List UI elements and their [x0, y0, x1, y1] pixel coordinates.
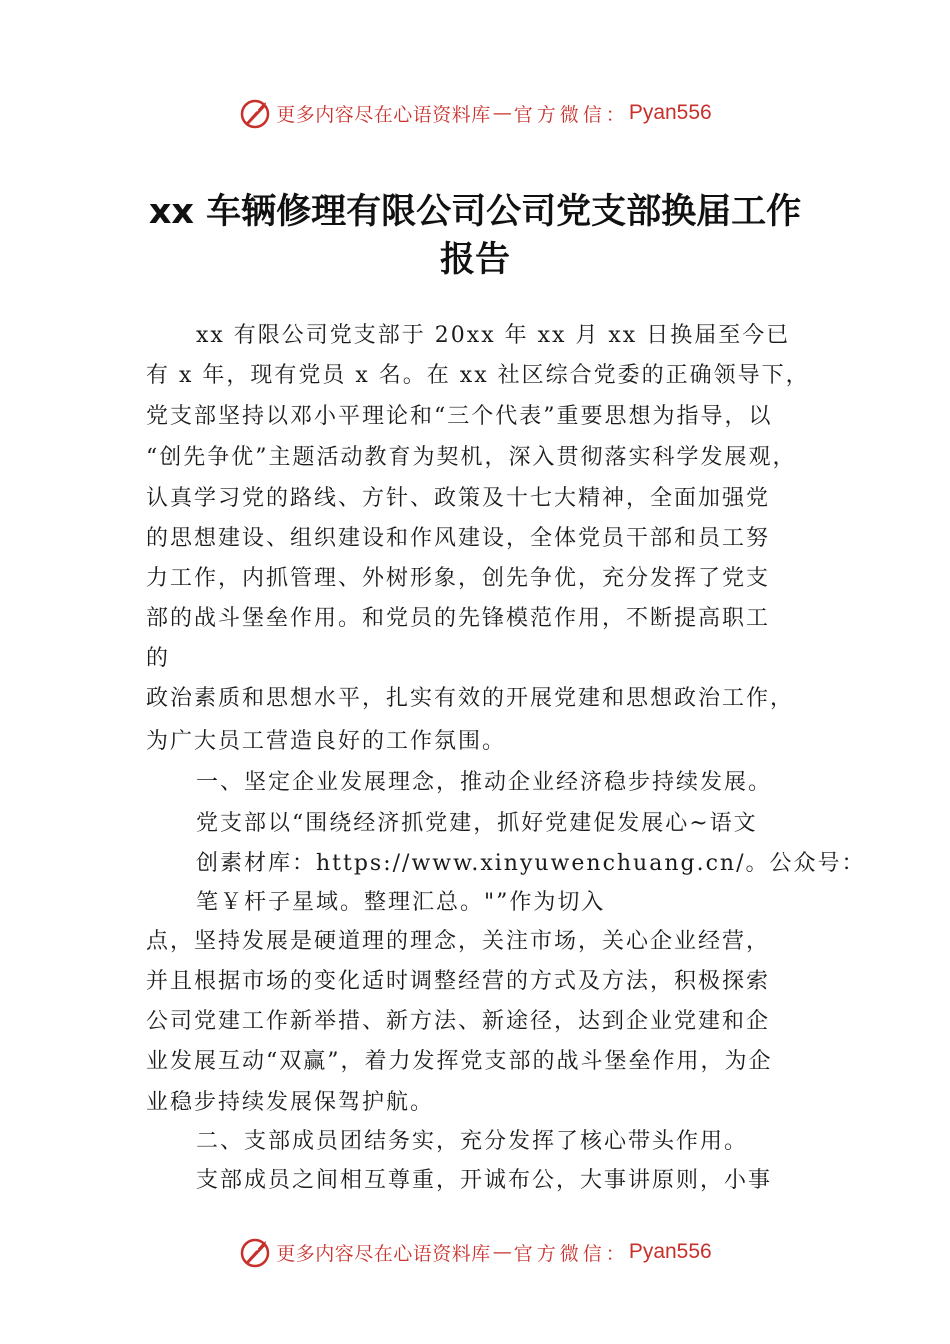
section-heading: 一、坚定企业发展理念，推动企业经济稳步持续发展。 [196, 770, 773, 795]
body-line: 支部成员之间相互尊重，开诚布公，大事讲原则，小事 [196, 1168, 773, 1193]
header-banner [0, 93, 950, 133]
body-line: 的思想建设、组织建设和作风建设，全体党员干部和员工努 [146, 526, 771, 551]
banner-dash: — [492, 102, 512, 124]
body-line: 党支部以“围绕经济抓党建，抓好党建促发展心~语文 [196, 811, 758, 836]
body-line: 公司党建工作新举措、新方法、新途径，达到企业党建和企 [146, 1009, 771, 1034]
banner-wechat-id: Pyan556 [628, 1240, 712, 1263]
body-line: 业稳步持续发展保驾护航。 [146, 1090, 435, 1115]
body-line: 部的战斗堡垒作用。和党员的先锋模范作用，不断提高职工 [146, 606, 771, 631]
pen-logo-icon [238, 96, 272, 130]
banner-brand: 更多内容尽在心语资料库 [276, 1242, 491, 1265]
document-title [100, 188, 850, 284]
body-line: 力工作，内抓管理、外树形象，创先争优，充分发挥了党支 [146, 566, 771, 591]
body-line: 的 [146, 646, 171, 671]
pen-logo-icon [238, 1235, 272, 1269]
body-line: 认真学习党的路线、方针、政策及十七大精神，全面加强党 [146, 486, 771, 511]
section-heading: 二、支部成员团结务实，充分发挥了核心带头作用。 [196, 1129, 749, 1154]
banner-brand: 更多内容尽在心语资料库 [276, 103, 491, 126]
body-line: 业发展互动“双赢”，着力发挥党支部的战斗堡垒作用，为企 [146, 1049, 773, 1074]
body-line: 党支部坚持以邓小平理论和“三个代表”重要思想为指导，以 [146, 404, 773, 429]
body-line: 有 x 年，现有党员 x 名。在 xx 社区综合党委的正确领导下， [146, 363, 810, 388]
body-line: 点，坚持发展是硬道理的理念，关注市场，关心企业经营， [146, 929, 771, 954]
banner-wechat-id: Pyan556 [628, 101, 712, 124]
body-line: 为广大员工营造良好的工作氛围。 [146, 729, 507, 754]
banner-dash: — [492, 1241, 512, 1263]
footer-banner [0, 1232, 950, 1272]
banner-wechat-label: 官方微信： [513, 103, 629, 126]
title-line-1: xx 车辆修理有限公司公司党支部换届工作 [148, 192, 802, 232]
title-line-2: 报告 [439, 240, 510, 280]
body-line: 创素材库：https://www.xinyuwenchuang.cn/。公众号： [196, 851, 866, 876]
body-line: xx 有限公司党支部于 20xx 年 xx 月 xx 日换届至今已 [196, 323, 791, 348]
body-line: “创先争优”主题活动教育为契机，深入贯彻落实科学发展观， [146, 445, 797, 470]
body-line: 并且根据市场的变化适时调整经营的方式及方法，积极探索 [146, 969, 771, 994]
body-line: 笔￥杆子星域。整理汇总。"”作为切入 [196, 890, 606, 915]
banner-wechat-label: 官方微信： [513, 1242, 629, 1265]
body-line: 政治素质和思想水平，扎实有效的开展党建和思想政治工作， [146, 686, 795, 711]
